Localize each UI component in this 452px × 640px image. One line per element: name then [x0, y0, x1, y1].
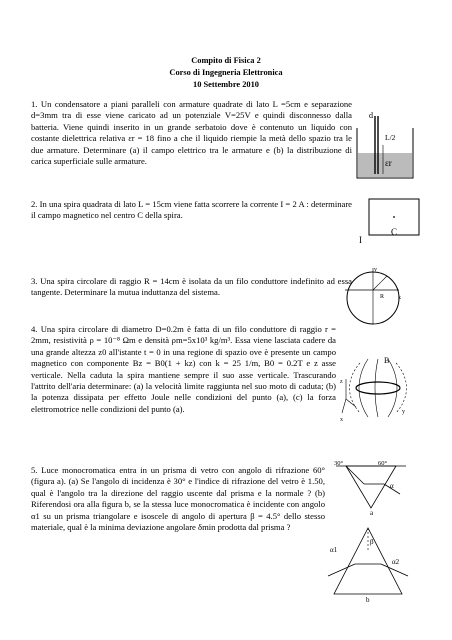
fig3-label-x: x	[398, 295, 401, 301]
fig2-label-C: C	[391, 227, 398, 237]
fig4-label-z: z	[340, 379, 343, 385]
fig4-label-B: B	[384, 356, 390, 365]
figure-capacitor-tank	[355, 108, 415, 180]
exam-title: Compito di Fisica 2	[191, 56, 261, 65]
fig4-label-x: x	[340, 417, 343, 423]
question-5	[31, 465, 325, 533]
fig5a-label-30: 30°	[334, 460, 344, 467]
question-2-text: 2. In una spira quadrata di lato L = 15cm viene fatta scorrere la corrente I = 2 A : determinare il campo magnetico nel centro C della spira.	[31, 199, 352, 221]
figure-circular-loop	[335, 262, 405, 326]
exam-course: Corso di Ingegneria Elettronica	[169, 68, 283, 77]
question-3-text: 3. Una spira circolare di raggio R = 14cm è isolata da un filo conduttore indefinito ad essa tangente. Determinare la mutua induttanza del sistema.	[31, 276, 352, 298]
fig5a-label-60: 60°	[378, 460, 388, 467]
question-5-text: 5. Luce monocromatica entra in un prisma di vetro con angolo di rifrazione 60° (figura a). (a) Se l'angolo di incidenza è 30° e l'indice di rifrazione del vetro è 1.50, qual è l'angolo tra la direzione del raggio uscente dal prisma e la normale ? (b) Riferendosi ora alla figura b, se la stessa luce monocromatica è incidente con angolo α1 su un prisma triangolare e isoscele di angolo di apertura β = 4.5° dello stesso materiale, qual è la minima deviazione angolare δmin prodotta dal prisma ?	[31, 465, 325, 533]
fig1-label-d: d	[369, 111, 373, 120]
fig5b-label-b: b	[366, 596, 370, 602]
question-1-text: 1. Un condensatore a piani paralleli con armature quadrate di lato L =5cm e separazione d=3mm tra di esse viene caricato ad un potenziale V=25V e quindi disconnesso dalla batteria. Viene quindi inserito in un grande serbatoio dove è contenuto un liquido con costante dielettrica relativa εr = 18 fino a che il liquido riempie la metà dello spazio tra le due armature. Determinare (a) il campo elettrico tra le armature e (b) la distribuzione di carica superficiale sulle armature.	[31, 99, 352, 167]
figure-prism-b	[324, 524, 412, 602]
question-3	[31, 276, 352, 299]
question-1	[31, 99, 352, 167]
fig3-label-y: y	[374, 267, 377, 273]
fig5b-label-alpha2: α2	[392, 558, 400, 566]
question-2	[31, 199, 352, 222]
figure-square-loop	[353, 195, 423, 247]
fig1-label-half: L/2	[385, 133, 396, 142]
fig4-label-y: y	[402, 409, 405, 415]
fig1-label-eps: εr	[385, 158, 392, 168]
fig2-label-I: I	[359, 235, 362, 245]
figure-prism-a	[326, 458, 412, 520]
exam-header	[0, 55, 452, 91]
fig5a-label-alpha: α	[390, 482, 394, 490]
fig5a-label-a: a	[370, 509, 374, 517]
question-4	[31, 324, 336, 415]
question-4-text: 4. Una spira circolare di diametro D=0.2m è fatta di un filo conduttore di raggio r = 2mm, resistività ρ = 10⁻⁸ Ωm e densità ρm=5x10³ kg/m³. Essa viene lasciata cadere da una grande altezza z0 all'istante t = 0 in una regione di spazio ove è presente un campo magnetico con componente Bz = B0(1 + kz) con k = 25 1/m, B0 = 0.2T e z asse verticale. Nella caduta la spira mantiene sempre il suo asse verticale. Trascurando l'attrito dell'aria determinare: (a) la velocità limite raggiunta nel suo moto di caduta; (b) la potenza dissipata per effetto Joule nelle condizioni del punto (a), (c) la forza elettromotrice nelle condizioni del punto (a).	[31, 324, 336, 414]
figure-falling-loop	[340, 355, 420, 425]
exam-date: 10 Settembre 2010	[193, 80, 259, 89]
fig5b-label-alpha1: α1	[330, 546, 338, 554]
fig3-label-R: R	[380, 294, 385, 300]
fig5b-label-beta: β	[370, 538, 374, 546]
